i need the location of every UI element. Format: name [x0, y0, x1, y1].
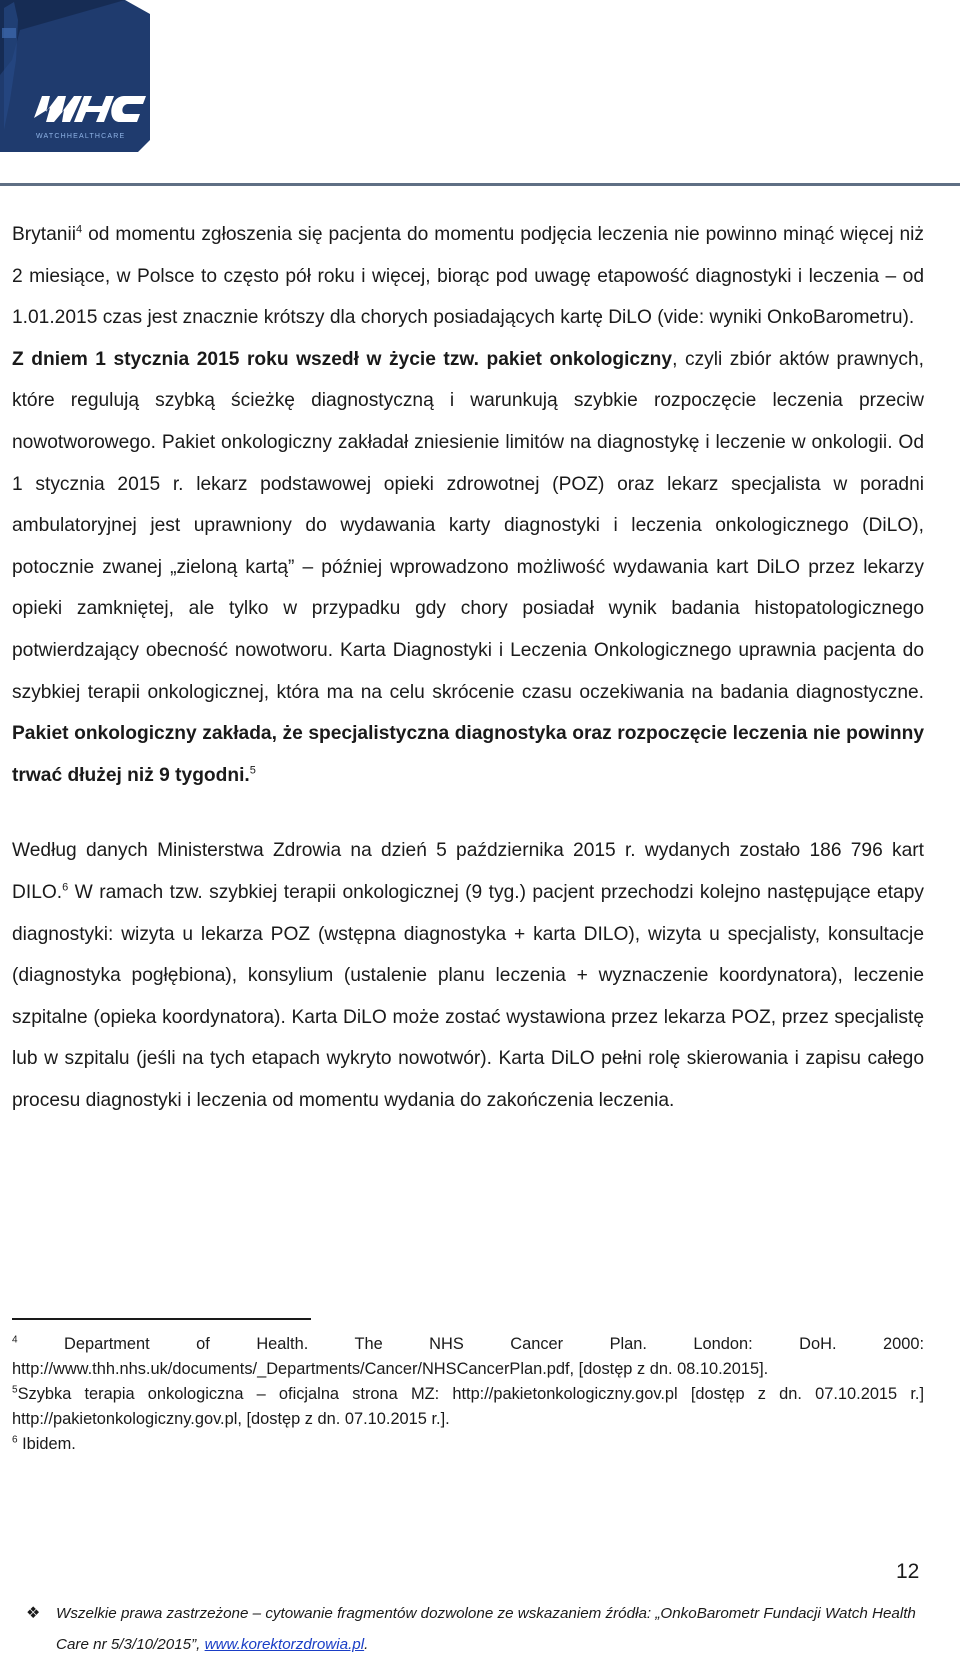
footnote-6: $^6$ Ibidem.: [12, 1434, 76, 1453]
bold-conclusion: Pakiet onkologiczny zakłada, że specjalistyczna diagnostyka oraz rozpoczęcie leczenia nie powinny trwać dłużej niż 9 tygodni.: [12, 723, 924, 786]
footnote-separator: [12, 1318, 311, 1320]
paragraph-2: Z dniem 1 stycznia 2015 roku wszedł w życie tzw. pakiet onkologiczny, czyli zbiór aktów prawnych, które regulują szybką ścieżkę diagnostyczną i warunkują szybkie rozpoczęcie leczenia przeciw nowotworowego. Pakiet onkologiczny zakładał zniesienie limitów na diagnostykę i leczenie w onkologii. Od 1 stycznia 2015 r. lekarz podstawowej opieki zdrowotnej (POZ) oraz lekarz specjalista w poradni ambulatoryjnej jest uprawniony do wydawania karty diagnostyki i leczenia onkologicznego (DiLO), potocznie zwanej „zieloną kartą” – później wprowadzono możliwość wydawania kart DiLO przez lekarzy opieki zamkniętej, ale tylko w przypadku gdy chory posiadał wynik badania histopatologicznego potwierdzający obecność nowotworu. Karta Diagnostyki i Leczenia Onkologicznego uprawnia pacjenta do szybkiej terapii onkologicznej, która ma na celu skrócenie czasu oczekiwania na badania diagnostyczne. Pakiet onkologiczny zakłada, że specjalistyczna diagnostyka oraz rozpoczęcie leczenia nie powinny trwać dłużej niż 9 tygodni.$^5$: [12, 348, 925, 786]
korektorzdrowia-link[interactable]: www.korektorzdrowia.pl: [204, 1636, 365, 1653]
diamond-bullet-icon: ❖: [26, 1605, 41, 1622]
footer-line-1: Wszelkie prawa zastrzeżone – cytowanie fragmentów dozwolone ze wskazaniem źródła: „OnkoBarometr Fundacji Watch Health: [56, 1605, 916, 1622]
paragraph-1: Brytanii$^4$ od momentu zgłoszenia się pacjenta do momentu podjęcia leczenia nie powinno minąć więcej niż 2 miesiące, w Polsce to często pół roku i więcej, biorąc pod uwagę etapowość diagnostyki i leczenia – od 1.01.2015 czas jest znacznie krótszy dla chorych posiadających kartę DiLO (vide: wyniki OnkoBarometru).: [12, 223, 924, 329]
page-number: 12: [896, 1560, 920, 1583]
footer-line-2: Care nr 5/3/10/2015”, www.korektorzdrowia.pl.: [56, 1636, 369, 1653]
footnote-ref-6: 6: [62, 881, 69, 894]
footnotes: [12, 1332, 924, 1457]
bold-lead-in: Z dniem 1 stycznia 2015 roku wszedł w życie tzw. pakiet onkologiczny: [12, 348, 673, 370]
footnote-ref-5: 5: [249, 764, 256, 777]
paragraph-3: Według danych Ministerstwa Zdrowia na dzień 5 października 2015 r. wydanych zostało 186 796 kart DILO.$^6$ W ramach tzw. szybkiej terapii onkologicznej (9 tyg.) pacjent przechodzi kolejno następujące etapy diagnostyki: wizyta u lekarza POZ (wstępna diagnostyka + karta DILO), wizyta u specjalisty, konsultacje (diagnostyka pogłębiona), konsylium (ustalenie planu leczenia + wyznaczenie koordynatora), leczenie szpitalne (opieka koordynatora). Karta DiLO może zostać wystawiona przez lekarza POZ, przez specjalistę lub w szpitalu (jeśli na tych etapach wykryto nowotwór). Karta DiLO pełni rolę skierowania i zapisu całego procesu diagnostyki i leczenia od momentu wydania do zakończenia leczenia.: [12, 840, 924, 1111]
footnote-4: $^4$ Department of Health. The NHS Cancer Plan. London: DoH. 2000: http://www.thh.nhs.uk/documents/_Departments/Cancer/NHSCancerPlan.pdf, [dostęp z dn. 08.10.2015].: [12, 1334, 924, 1378]
document-body: [12, 214, 924, 1121]
svg-text:WATCHHEALTHCARE: WATCHHEALTHCARE: [36, 133, 126, 140]
footnote-ref-4: 4: [75, 223, 83, 236]
copyright-footer: [26, 1598, 926, 1660]
footnote-5: $^5$Szybka terapia onkologiczna – oficjalna strona MZ: http://pakietonkologiczny.gov.pl [dostęp z dn. 07.10.2015 r.] http://pakietonkologiczny.gov.pl, [dostęp z dn. 07.10.2015 r.].: [12, 1384, 924, 1428]
watch-health-care-logo: [0, 0, 158, 158]
header-divider: [0, 183, 960, 186]
